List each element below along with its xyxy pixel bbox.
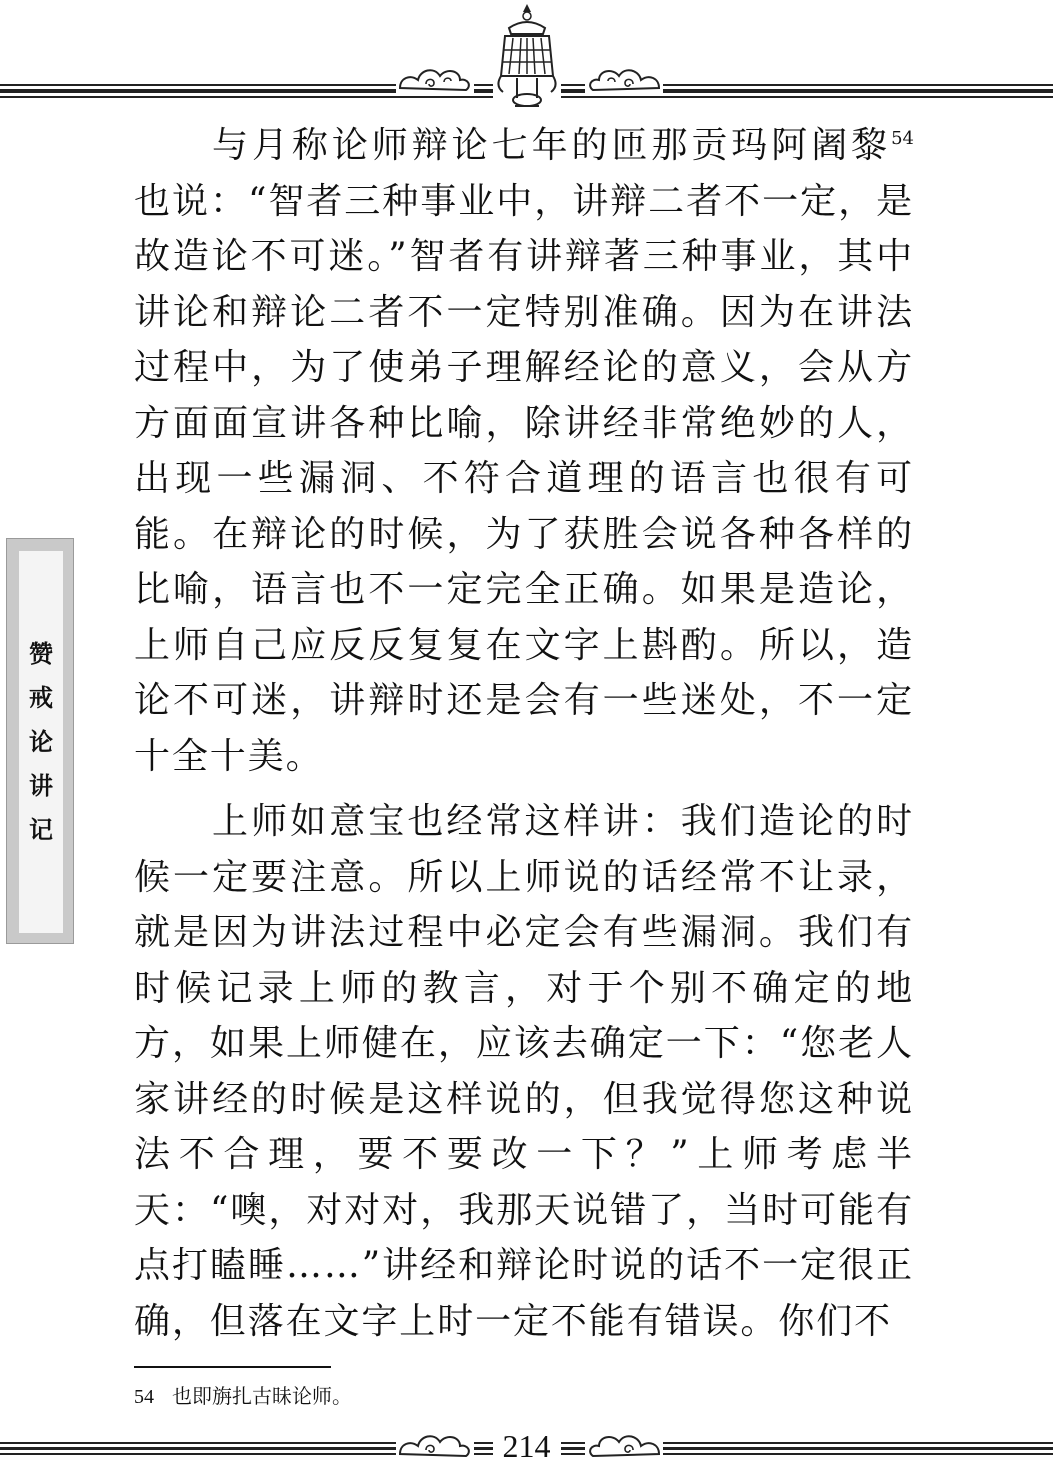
side-tab [6,538,74,944]
page-number-value: 214 [493,1428,561,1464]
victory-banner-emblem-icon [487,2,567,110]
paragraph-1-rest: 也说：“智者三种事业中，讲辩二者不一定，是故造论不可迷。”智者有讲辩著三种事业，其中讲论和辩论二者不一定特别准确。因为在讲法过程中，为了使弟子理解经论的意义，会从方方面面宣讲各种比喻，除讲经非常绝妙的人，出现一些漏洞、不符合道理的语言也很有可能。在辩论的时候，为了获胜会说各种各样的比喻，语言也不一定完全正确。如果是造论，上师自己应反反复复在文字上斟酌。所以，造论不可迷，讲辩时还是会有一些迷处，不一定十全十美。 [134,180,914,777]
footnote-text: 也即旃扎古昧论师。 [172,1384,352,1408]
cloud-ornament-right-icon [585,62,663,96]
side-tab-title [19,551,63,933]
side-tab-char: 记 [29,815,53,844]
footnote-reference[interactable]: 54 [891,128,914,149]
side-tab-char: 赞 [29,639,53,668]
body-text [134,118,914,1349]
paragraph-2: 上师如意宝也经常这样讲：我们造论的时候一定要注意。所以上师说的话经常不让录，就是因为讲法过程中必定会有些漏洞。我们有时候记录上师的教言，对于个别不确定的地方，如果上师健在，应该去确定一下：“您老人家讲经的时候是这样说的，但我觉得您这种说法不合理，要不要改一下？”上师考虑半天：“噢，对对对，我那天说错了，当时可能有点打瞌睡……”讲经和辩论时说的话不一定很正确，但落在文字上时一定不能有错误。你们不 [134,801,914,1342]
paragraph-1 [134,118,914,784]
footnote-number: 54 [134,1386,154,1408]
footnote [134,1382,352,1411]
footnote-divider [134,1366,331,1368]
side-tab-char: 论 [29,727,53,756]
cloud-ornament-left-icon [396,62,474,96]
side-tab-char: 讲 [29,771,53,800]
page-number [0,1426,1053,1466]
paragraph-1-lead: 与月称论师辩论七年的匝那贡玛阿阇黎 [212,125,892,166]
side-tab-char: 戒 [29,683,53,712]
